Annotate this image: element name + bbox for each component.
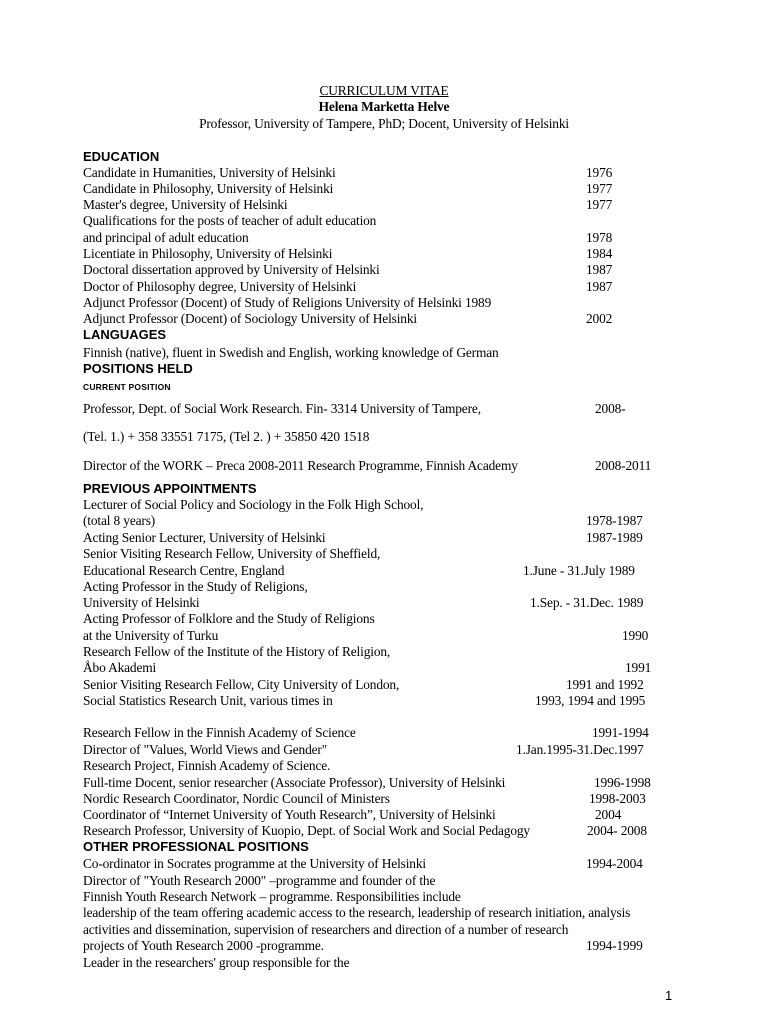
education-year: 1977 [586,181,613,196]
previous-heading: PREVIOUS APPOINTMENTS [83,481,257,496]
current-position-row: Professor, Dept. of Social Work Research. Fin- 3314 University of Tampere, [83,401,481,416]
other-row: Leader in the researchers' group responsible for the [83,955,350,970]
education-row: and principal of adult education [83,230,249,245]
appointment-row: Acting Professor in the Study of Religions, [83,579,308,594]
current-position-year: 2008- [595,401,626,416]
education-row: Adjunct Professor (Docent) of Study of Religions University of Helsinki 1989 [83,295,492,310]
other-row: projects of Youth Research 2000 -programme. [83,938,324,953]
languages-heading: LANGUAGES [83,327,167,342]
current-position-year: 2008-2011 [595,458,652,473]
appointment-year: 1991 and 1992 [566,677,644,692]
appointment-row: Research Fellow of the Institute of the History of Religion, [83,644,391,659]
document-title: CURRICULUM VITAE [319,83,449,98]
education-row: Candidate in Philosophy, University of Helsinki [83,181,334,196]
other-row: Director of "Youth Research 2000" –programme and founder of the [83,873,436,888]
current-position-row: Director of the WORK – Preca 2008-2011 Research Programme, Finnish Academy [83,458,518,473]
appointment-row: Senior Visiting Research Fellow, City University of London, [83,677,400,692]
education-row: Master's degree, University of Helsinki [83,197,288,212]
appointment-year: 1993, 1994 and 1995 [535,693,646,708]
appointment-year: 2004 [595,807,622,822]
current-position-label: CURRENT POSITION [83,382,171,392]
positions-heading: POSITIONS HELD [83,361,193,376]
education-year: 1978 [586,230,613,245]
appointment-year: 1987-1989 [586,530,643,545]
appointment-row: University of Helsinki [83,595,200,610]
appointment-year: 1991 [625,660,652,675]
other-row: Finnish Youth Research Network – programme. Responsibilities include [83,889,461,904]
other-row: Co-ordinator in Socrates programme at the University of Helsinki [83,856,426,871]
education-year: 1987 [586,262,613,277]
appointment-row: Acting Professor of Folklore and the Study of Religions [83,611,375,626]
education-year: 1976 [586,165,613,180]
appointment-row: at the University of Turku [83,628,219,643]
appointment-year: 2004- 2008 [587,823,647,838]
appointment-year: 1991-1994 [592,725,649,740]
other-row: activities and dissemination, supervision of researchers and direction of a number of research [83,922,569,937]
education-year: 1977 [586,197,613,212]
education-row: Licentiate in Philosophy, University of Helsinki [83,246,333,261]
education-heading: EDUCATION [83,149,160,164]
appointment-row: Acting Senior Lecturer, University of Helsinki [83,530,326,545]
other-year: 1994-2004 [586,856,643,871]
education-row: Candidate in Humanities, University of Helsinki [83,165,336,180]
appointment-row: Senior Visiting Research Fellow, University of Sheffield, [83,546,381,561]
appointment-row: Research Professor, University of Kuopio, Dept. of Social Work and Social Pedagogy [83,823,530,838]
appointment-row: Full-time Docent, senior researcher (Associate Professor), University of Helsinki [83,775,506,790]
appointment-row: Research Fellow in the Finnish Academy of Science [83,725,356,740]
appointment-row: Educational Research Centre, England [83,563,285,578]
appointment-row: Social Statistics Research Unit, various times in [83,693,333,708]
other-year: 1994-1999 [586,938,643,953]
education-row: Doctoral dissertation approved by University of Helsinki [83,262,380,277]
appointment-row: (total 8 years) [83,513,156,528]
appointment-year: 1.Jan.1995-31.Dec.1997 [516,742,644,757]
appointment-row: Lecturer of Social Policy and Sociology in the Folk High School, [83,497,424,512]
appointment-year: 1990 [622,628,649,643]
education-row: Qualifications for the posts of teacher of adult education [83,213,377,228]
education-row: Adjunct Professor (Docent) of Sociology University of Helsinki [83,311,417,326]
person-name: Helena Marketta Helve [318,99,450,114]
appointment-row: Research Project, Finnish Academy of Science. [83,758,331,773]
other-row: leadership of the team offering academic access to the research, leadership of research initiation, analysis [83,905,631,920]
page-number: 1 [665,988,673,1003]
languages-text: Finnish (native), fluent in Swedish and English, working knowledge of German [83,345,499,360]
appointment-year: 1996-1998 [594,775,651,790]
contact-phones: (Tel. 1.) + 358 33551 7175, (Tel 2. ) + 35850 420 1518 [83,429,370,444]
appointment-row: Åbo Akademi [83,660,157,675]
appointment-year: 1998-2003 [589,791,646,806]
person-subtitle: Professor, University of Tampere, PhD; Docent, University of Helsinki [199,116,569,131]
education-year: 1987 [586,279,613,294]
appointment-year: 1978-1987 [586,513,643,528]
appointment-row: Director of "Values, World Views and Gender" [83,742,328,757]
education-year: 1984 [586,246,613,261]
appointment-row: Nordic Research Coordinator, Nordic Council of Ministers [83,791,390,806]
other-heading: OTHER PROFESSIONAL POSITIONS [83,839,309,854]
appointment-year: 1.June - 31.July 1989 [523,563,635,578]
education-year: 2002 [586,311,613,326]
appointment-row: Coordinator of “Internet University of Youth Research”, University of Helsinki [83,807,496,822]
appointment-year: 1.Sep. - 31.Dec. 1989 [530,595,644,610]
education-row: Doctor of Philosophy degree, University of Helsinki [83,279,357,294]
